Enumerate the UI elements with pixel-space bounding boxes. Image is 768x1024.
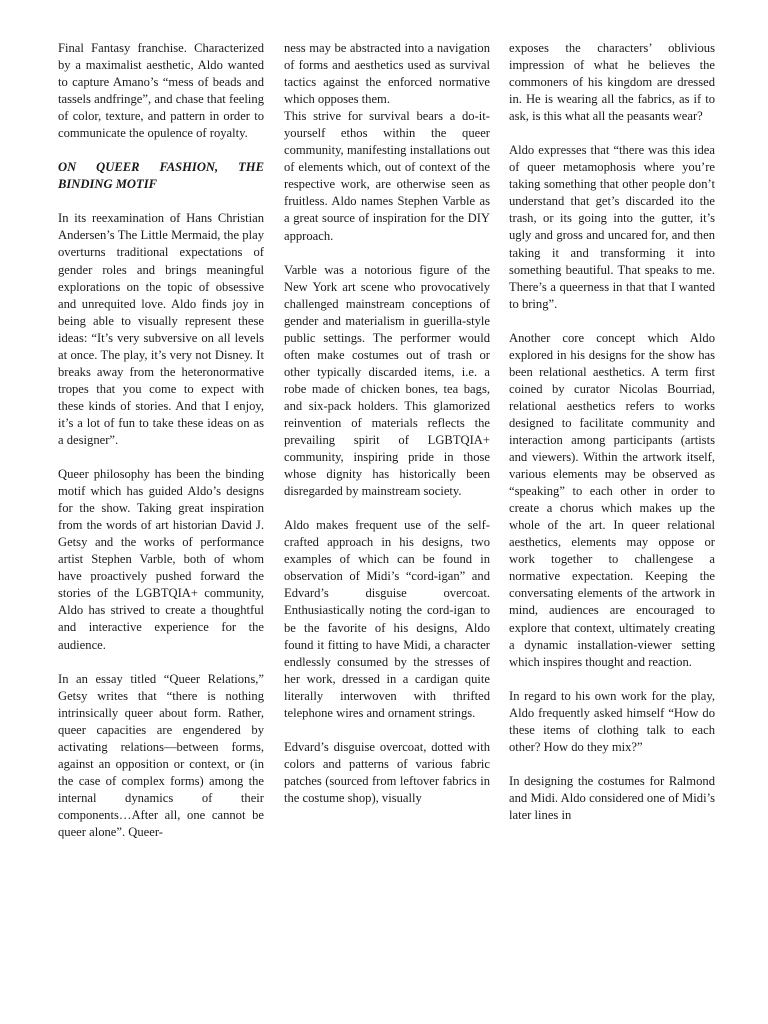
paragraph: Final Fantasy franchise. Characterized by a maximalist aesthetic, Aldo wanted to capture Amano’s “mess of beads and tassels andfringe”, and chase that feeling of color, texture, and pattern in order to communicate the opulence of royalty. [58,41,264,141]
paragraph: In an essay titled “Queer Relations,” Getsy writes that “there is nothing intrinsically queer about form. Rather, queer capacities are engendered by activating relations—between forms, against an opposition or context, or (in the case of complex forms) among the internal dynamics of their components…After all, one cannot be queer alone”. Queer- [58,671,264,839]
paragraph: Varble was a notorious figure of the New York art scene who provocatively challenged mainstream conceptions of gender and materialism in guerilla-style public settings. The performer would often make costumes out of trash or other typically discarded items, i.e. a robe made of chicken bones, tea bags, and six-pack holders. This glamorized reinvention of materials reflects the prevailing spirit of LGBTQIA+ community, inspiring pride in those whose dignity has historically been disregarded by mainstream society. [284,262,490,499]
paragraph: This strive for survival bears a do-it-yourself ethos within the queer community, manifesting installations out of elements which, out of context of the respective work, are otherwise seen as fruitless. Aldo names Stephen Varble as a great source of inspiration for the DIY approach. [284,109,490,243]
text-column-3 [509,40,715,841]
paragraph: exposes the characters’ oblivious impression of what he believes the commoners of his kingdom are dressed in. He is wearing all the fabrics, as if to ask, is this what all the peasants wear? [509,41,715,124]
paragraph: Aldo makes frequent use of the self-crafted approach in his designs, two examples of which can be found in observation of Midi’s “cord-igan” and Edvard’s disguise overcoat. Enthusiastically noting the cord-igan to be the favorite of his designs, Aldo found it fitting to have Midi, a character endlessly consumed by the stresses of her work, dressed in a cardigan quite literally interwoven with thrifted telephone wires and ornament strings. [284,518,490,720]
paragraph: Queer philosophy has been the binding motif which has guided Aldo’s designs for the show. Taking great inspiration from the words of art historian David J. Getsy and the works of performance artist Stephen Varble, both of whom have proactively pushed forward the stories of the LGBTQIA+ community, Aldo has strived to create a thoughtful and interactive experience for the audience. [58,467,264,652]
paragraph: Aldo expresses that “there was this idea of queer metamophosis where you’re taking something that other people don’t understand that get’s discarded ito the trash, or its going into the gutter, it’s ugly and gross and uncared for, and then taking it and transforming it into something beautiful. That speaks to me. There’s a queerness in that that I wanted to bring”. [509,143,715,311]
section-heading: ON QUEER FASHION, THE BINDING MOTIF [58,160,264,192]
text-column-1 [58,40,264,858]
paragraph: ness may be abstracted into a navigation of forms and aesthetics used as survival tactics against the enforced normative which opposes them. [284,41,490,107]
paragraph: In designing the costumes for Ralmond and Midi. Aldo considered one of Midi’s later lines in [509,773,715,822]
text-column-2 [284,40,490,824]
paragraph: Edvard’s disguise overcoat, dotted with colors and patterns of various fabric patches (sourced from leftover fabrics in the costume shop), visually [284,739,490,805]
paragraph: In its reexamination of Hans Christian Andersen’s The Little Mermaid, the play overturns traditional expectations of gender roles and brings meaningful explorations on the topic of obsessive and unrequited love. Aldo finds joy in being able to visually represent these ideas: “It’s very subversive on all levels at once. The play, it’s very not Disney. It breaks away from the heteronormative tropes that you come to expect with these kinds of stories. And that I enjoy, it’s a lot of fun to take these ideas on as a designer”. [58,211,264,447]
paragraph: In regard to his own work for the play, Aldo frequently asked himself “How do these items of clothing talk to each other? How do they mix?” [509,688,715,754]
paragraph: Another core concept which Aldo explored in his designs for the show has been relational aesthetics. A term first coined by curator Nicolas Bourriad, relational aesthetics refers to works designed to facilitate community and interaction among participants (artists and viewers). Within the artwork itself, various elements may be observed as “speaking” to each other in order to create a chorus which makes up the whole of the art. In queer relational aesthetics, elements may oppose or work together to challengese a normative expectation. Keeping the conversating elements of the artwork in mind, audiences are encouraged to explore that context, ultimately creating a dynamic installation-viewer setting which inspires thought and reaction. [509,330,715,669]
